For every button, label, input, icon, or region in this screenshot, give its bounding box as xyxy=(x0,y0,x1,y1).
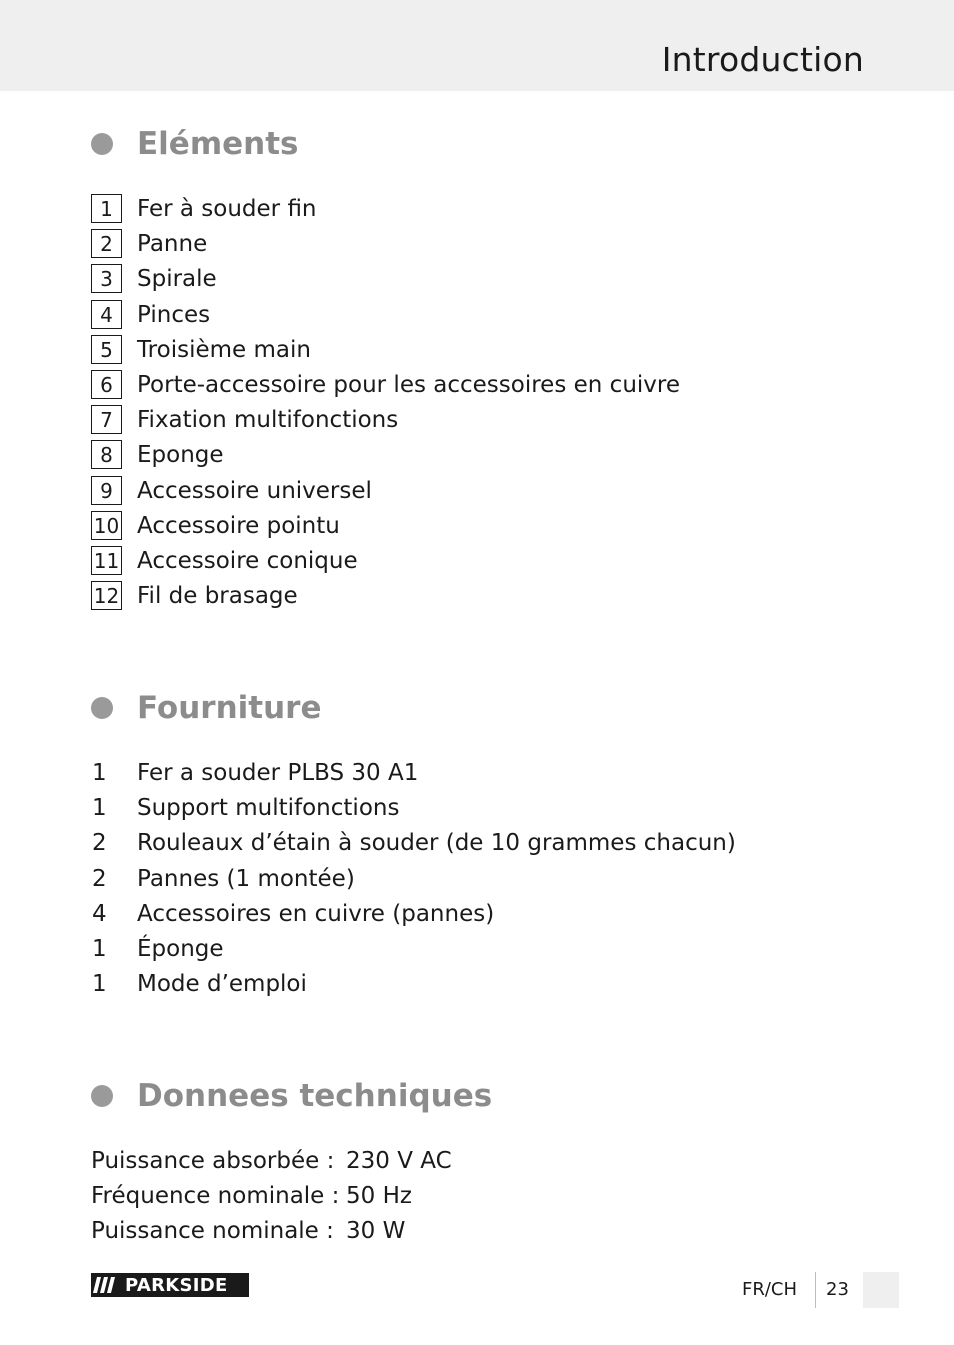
item-quantity: 4 xyxy=(92,900,107,927)
logo-text: PARKSIDE xyxy=(125,1274,228,1296)
bullet-icon xyxy=(91,1085,113,1107)
item-label: Éponge xyxy=(137,935,224,962)
spec-value: 30 W xyxy=(346,1218,406,1245)
slashes-icon xyxy=(91,1273,123,1297)
item-label: Panne xyxy=(137,231,208,258)
bullet-icon xyxy=(91,697,113,719)
section-heading-specs xyxy=(91,1078,492,1114)
item-label: Porte-accessoire pour les accessoires en cuivre xyxy=(137,371,680,398)
bullet-icon xyxy=(91,133,113,155)
item-number: 11 xyxy=(91,546,122,575)
section-title: Fourniture xyxy=(137,690,322,726)
page-title: Introduction xyxy=(661,40,864,79)
item-label: Fixation multifonctions xyxy=(137,407,399,434)
item-quantity: 1 xyxy=(92,795,107,822)
item-number: 2 xyxy=(91,229,122,258)
item-label: Eponge xyxy=(137,442,224,469)
item-number: 5 xyxy=(91,335,122,364)
footer-tab xyxy=(863,1272,899,1308)
section-heading-supply xyxy=(91,690,321,726)
spec-label: Fréquence nominale : xyxy=(91,1183,340,1210)
item-quantity: 2 xyxy=(92,830,107,857)
section-heading-elements xyxy=(91,126,299,162)
spec-value: 50 Hz xyxy=(346,1183,412,1210)
item-quantity: 1 xyxy=(92,971,107,998)
item-label: Pinces xyxy=(137,301,211,328)
item-number: 10 xyxy=(91,511,122,540)
parkside-logo xyxy=(91,1273,249,1297)
item-label: Fer a souder PLBS 30 A1 xyxy=(137,760,419,786)
item-quantity: 1 xyxy=(92,935,107,962)
item-quantity: 2 xyxy=(92,865,107,892)
item-label: Accessoire universel xyxy=(137,477,372,504)
section-title: Eléments xyxy=(137,126,299,162)
item-label: Accessoire conique xyxy=(137,547,358,574)
item-label: Troisième main xyxy=(137,336,311,363)
language-code: FR/CH xyxy=(742,1279,798,1300)
item-label: Pannes (1 montée) xyxy=(137,865,355,892)
item-label: Spirale xyxy=(137,266,217,293)
item-number: 8 xyxy=(91,440,122,469)
item-label: Fer à souder fin xyxy=(137,196,317,222)
item-number: 1 xyxy=(91,194,122,223)
spec-label: Puissance nominale : xyxy=(91,1218,334,1245)
item-number: 9 xyxy=(91,476,122,505)
item-label: Mode d’emploi xyxy=(137,971,307,998)
item-label: Accessoire pointu xyxy=(137,512,340,539)
footer-divider xyxy=(815,1272,816,1308)
spec-value: 230 V AC xyxy=(346,1148,452,1174)
item-label: Support multifonctions xyxy=(137,795,400,822)
page-number: 23 xyxy=(826,1279,849,1300)
spec-label: Puissance absorbée : xyxy=(91,1148,335,1174)
item-number: 3 xyxy=(91,264,122,293)
item-quantity: 1 xyxy=(92,760,107,786)
item-label: Rouleaux d’étain à souder (de 10 grammes chacun) xyxy=(137,830,736,857)
item-number: 6 xyxy=(91,370,122,399)
item-number: 7 xyxy=(91,405,122,434)
item-label: Fil de brasage xyxy=(137,583,298,610)
item-label: Accessoires en cuivre (pannes) xyxy=(137,900,495,927)
item-number: 4 xyxy=(91,300,122,329)
section-title: Donnees techniques xyxy=(137,1078,493,1114)
item-number: 12 xyxy=(91,581,122,610)
